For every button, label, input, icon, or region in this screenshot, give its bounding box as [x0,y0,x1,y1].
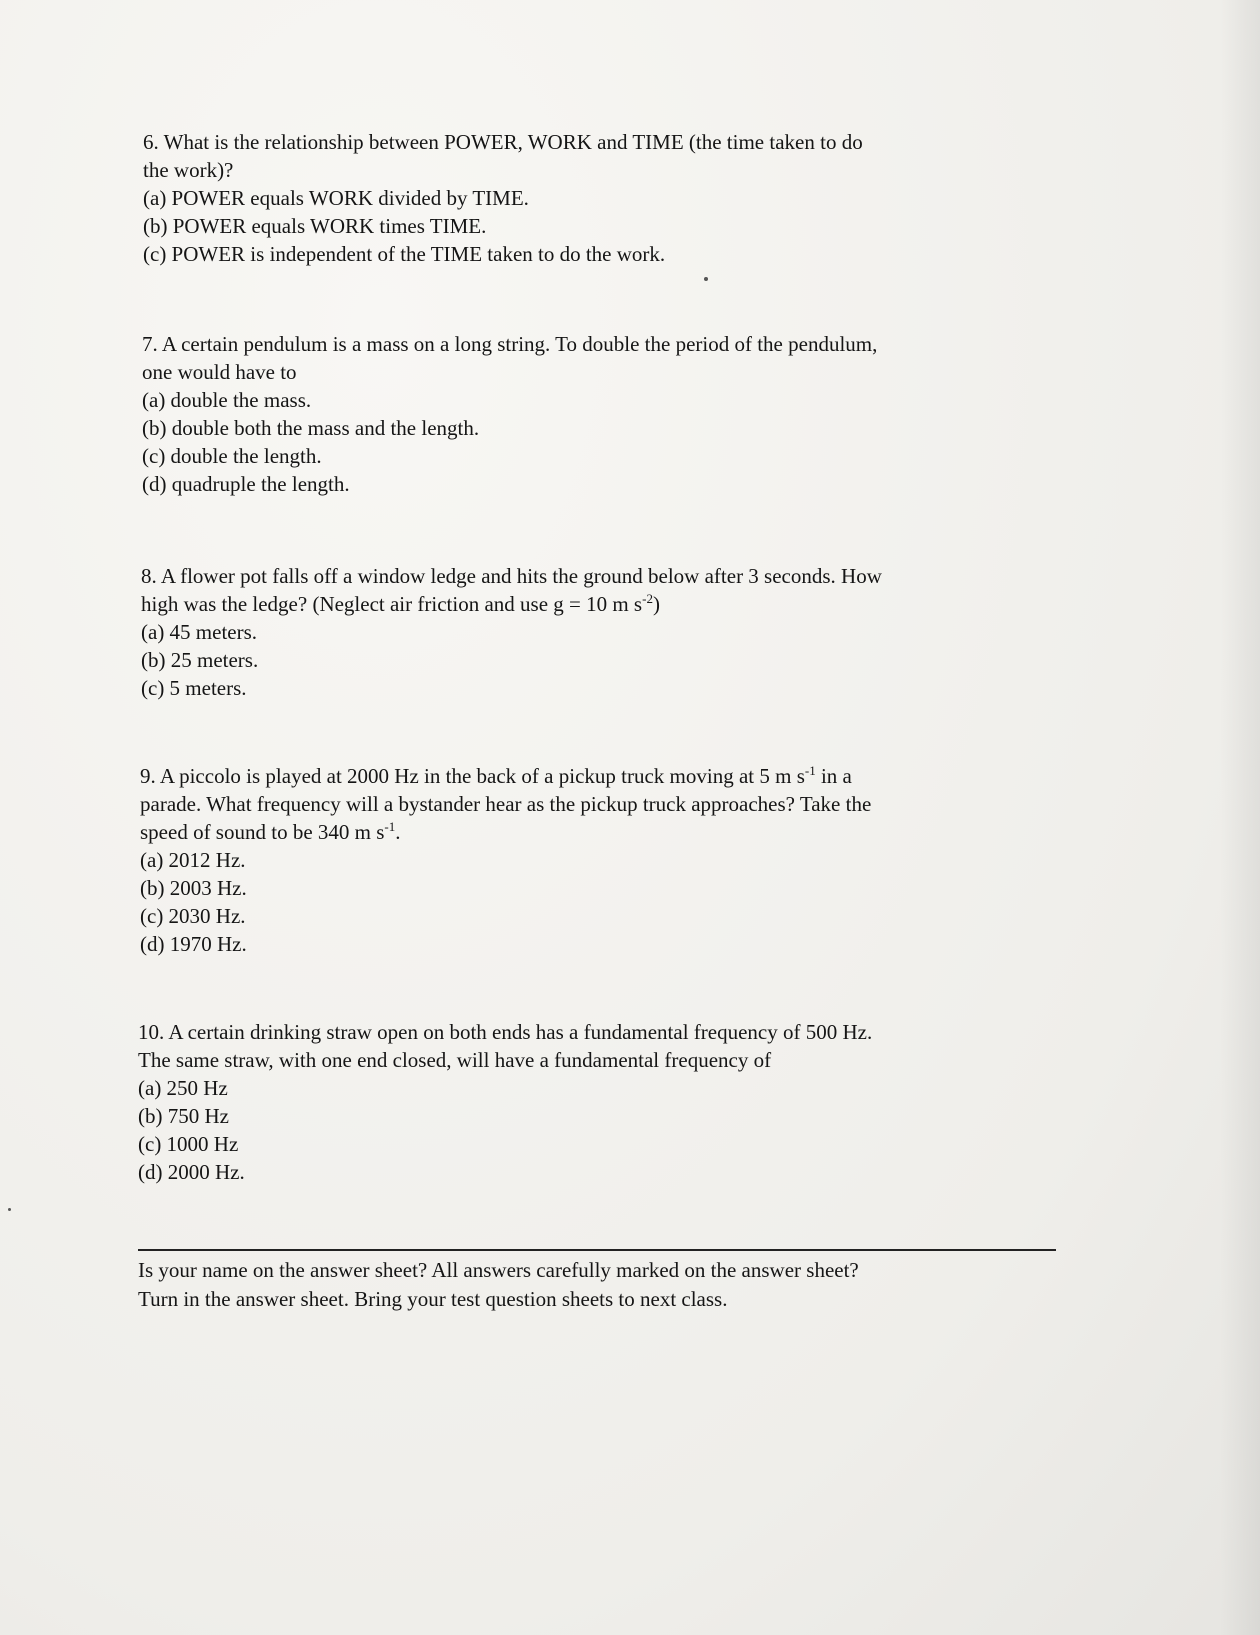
question-stem [140,818,871,846]
question-stem [141,590,882,618]
footer-line: Is your name on the answer sheet? All answers carefully marked on the answer sheet? [138,1258,859,1282]
answer-option: (d) quadruple the length. [142,472,350,496]
answer-option: (b) 25 meters. [141,648,259,672]
question-stem: 10. A certain drinking straw open on both ends has a fundamental frequency of 500 Hz. [138,1020,873,1044]
footer-divider [138,1249,1056,1251]
question-10 [138,1018,872,1186]
footer-line: Turn in the answer sheet. Bring your test question sheets to next class. [138,1287,728,1311]
answer-option: (c) 2030 Hz. [140,904,246,928]
question-stem: parade. What frequency will a bystander hear as the pickup truck approaches? Take the [140,792,872,816]
exponent: -1 [384,819,396,834]
answer-option: (a) POWER equals WORK divided by TIME. [143,186,529,210]
answer-option: (c) 1000 Hz [138,1132,239,1156]
answer-option: (a) 2012 Hz. [140,848,246,872]
answer-option: (c) 5 meters. [141,676,247,700]
stem-text: in a [815,764,852,788]
exponent: -2 [642,591,653,606]
question-stem: 7. A certain pendulum is a mass on a long string. To double the period of the pendulum, [142,332,878,356]
answer-option: (d) 2000 Hz. [138,1160,245,1184]
answer-option: (b) 750 Hz [138,1104,229,1128]
question-stem: The same straw, with one end closed, will have a fundamental frequency of [138,1048,772,1072]
exponent: -1 [804,763,816,778]
answer-option: (a) double the mass. [142,388,312,412]
question-stem [140,762,871,790]
question-6 [143,128,863,268]
stem-text: 9. A piccolo is played at 2000 Hz in the back of a pickup truck moving at 5 m s [140,764,805,788]
question-stem: the work)? [143,158,234,182]
footer-instructions [138,1256,859,1314]
stem-text: ) [652,592,660,616]
answer-option: (b) POWER equals WORK times TIME. [143,214,487,238]
answer-option: (a) 250 Hz [138,1076,228,1100]
stem-text: speed of sound to be 340 m s [140,820,385,844]
answer-option: (b) double both the mass and the length. [142,416,480,440]
question-9 [140,762,871,958]
question-stem: 8. A flower pot falls off a window ledge and hits the ground below after 3 seconds. How [141,564,882,588]
answer-option: (c) POWER is independent of the TIME taken to do the work. [143,242,666,266]
question-stem: one would have to [142,360,297,384]
stem-text: high was the ledge? (Neglect air friction and use g = 10 m s [141,592,643,616]
question-stem: 6. What is the relationship between POWER, WORK and TIME (the time taken to do [143,130,863,154]
answer-option: (b) 2003 Hz. [140,876,247,900]
question-7 [142,330,877,498]
answer-option: (c) double the length. [142,444,322,468]
page-edge-shadow [1220,0,1260,1635]
answer-option: (a) 45 meters. [141,620,258,644]
scan-speck [704,277,708,281]
answer-option: (d) 1970 Hz. [140,932,247,956]
scan-speck [8,1208,11,1211]
stem-text: . [395,820,401,844]
question-8 [141,562,882,702]
